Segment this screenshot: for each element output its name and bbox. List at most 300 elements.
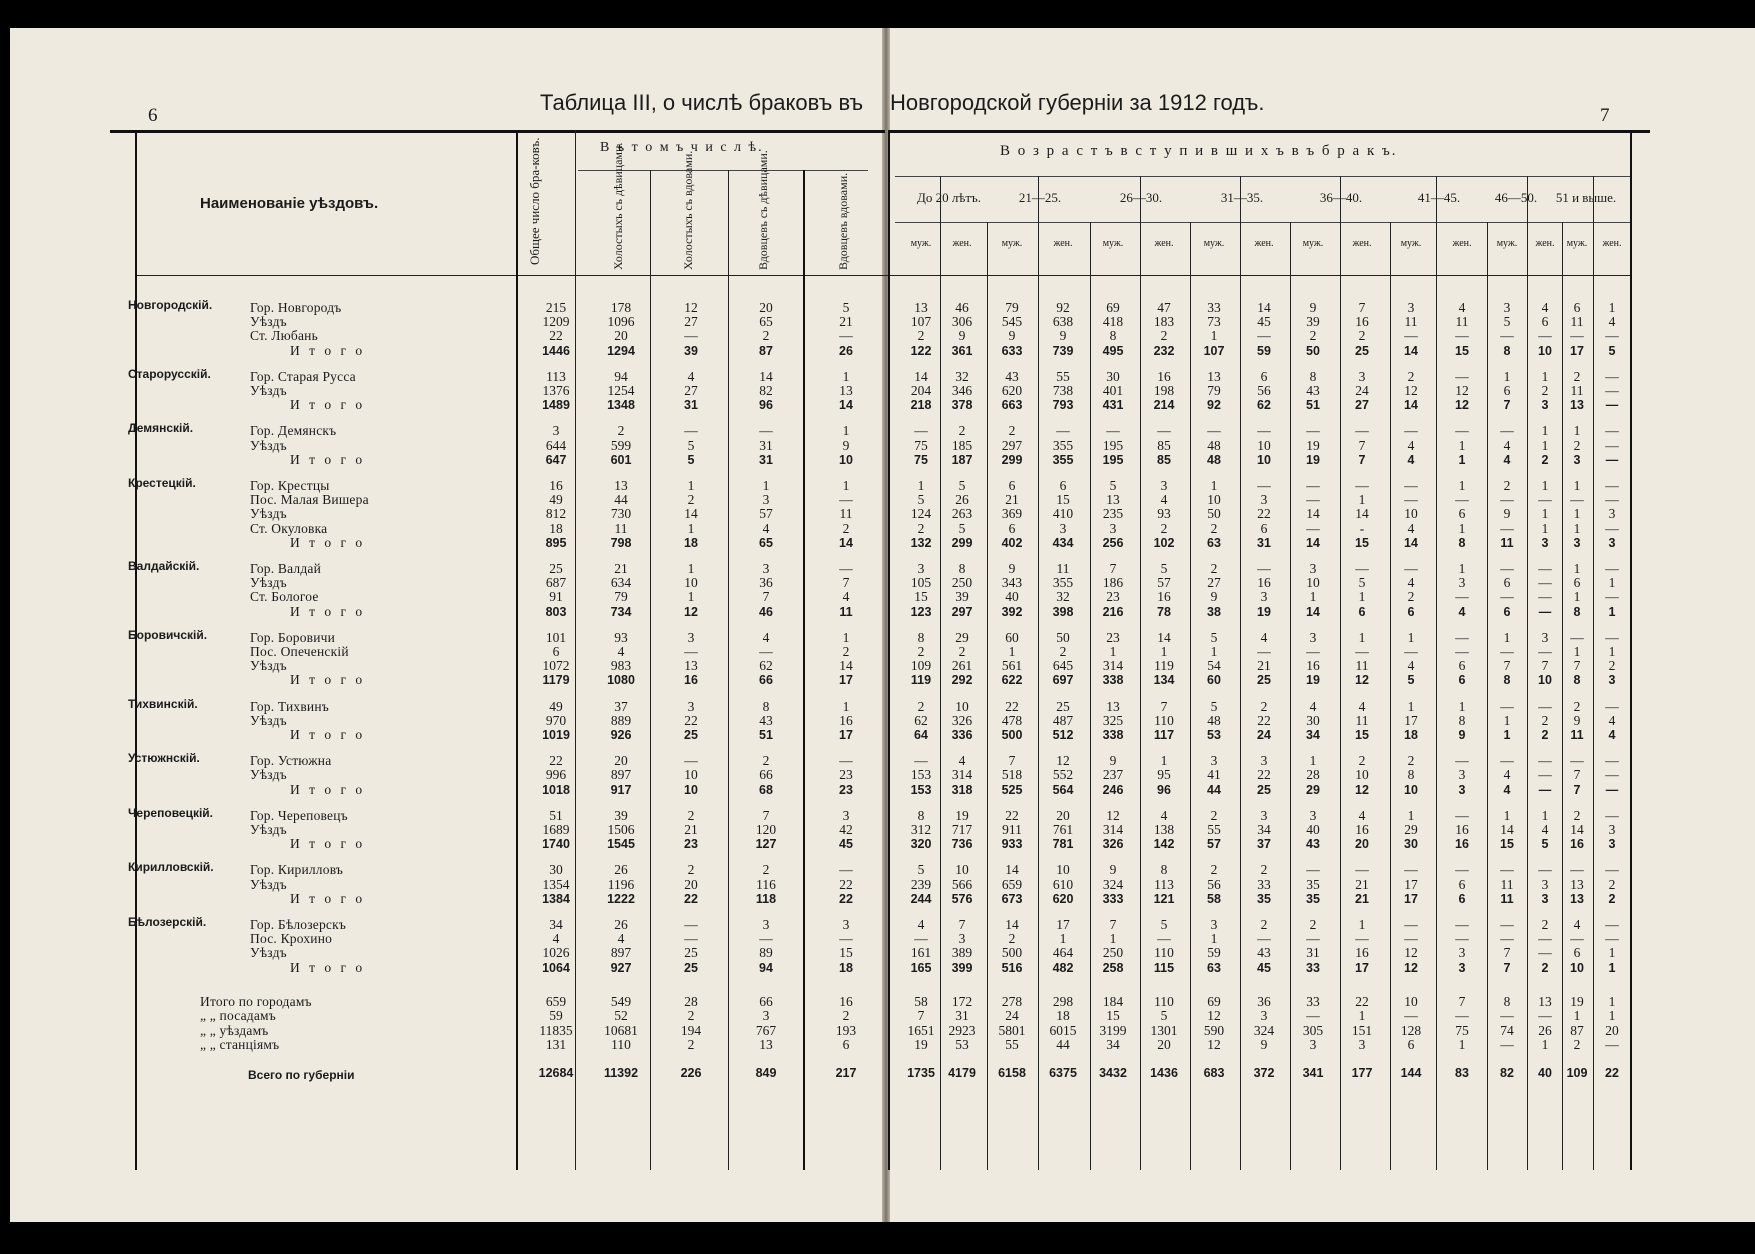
summary-cell: 659 (545, 993, 567, 1009)
table-cell: — (684, 328, 698, 344)
table-cell: 13 (1106, 698, 1120, 714)
table-cell: 12 (684, 300, 698, 315)
table-cell: — (684, 644, 698, 659)
summary-cell: 2 (687, 1008, 695, 1024)
summary-cell: 3 (762, 1008, 770, 1024)
table-cell: 11 (1500, 891, 1514, 906)
table-cell: — (1257, 561, 1271, 576)
table-cell: 5 (687, 452, 695, 467)
table-cell: 32 (955, 368, 969, 384)
table-cell: 22 (1005, 807, 1019, 823)
table-cell: 14 (1005, 862, 1019, 878)
table-cell: 5 (1210, 698, 1218, 714)
table-cell: 48 (1207, 712, 1221, 728)
table-cell: 6 (1008, 478, 1016, 493)
table-cell: 1 (1608, 960, 1616, 975)
table-cell: 51 (549, 807, 563, 823)
table-cell: 2 (1541, 383, 1549, 398)
left-page (10, 28, 884, 1222)
table-cell: — (1500, 561, 1514, 576)
table-cell: 12 (1455, 383, 1469, 398)
table-cell: 65 (759, 314, 773, 330)
table-cell: 3 (1608, 673, 1616, 688)
uyezd-name: Старорусскій. (128, 366, 211, 381)
table-cell: 2 (1008, 423, 1016, 439)
table-cell: 333 (1102, 891, 1124, 906)
row-label: Уѣздъ (250, 314, 287, 330)
table-cell: 1 (1503, 368, 1511, 384)
summary-cell: 110 (611, 1037, 631, 1053)
table-cell: 89 (759, 945, 773, 961)
table-cell: 1384 (542, 891, 570, 906)
table-cell: — (1404, 917, 1418, 932)
table-cell: 94 (759, 960, 773, 975)
table-cell: 54 (1207, 658, 1221, 674)
summary-cell: 172 (951, 993, 973, 1009)
table-cell: — (1500, 698, 1514, 714)
table-cell: 14 (1355, 506, 1369, 522)
table-cell: 8 (1573, 604, 1581, 619)
table-cell: 3 (1503, 300, 1511, 315)
table-cell: 13 (914, 300, 928, 315)
column-rule (650, 170, 651, 1170)
table-cell: 338 (1102, 673, 1124, 688)
table-cell: 45 (1257, 960, 1271, 975)
sex-header: муж. (1400, 238, 1422, 249)
table-cell: 142 (1153, 837, 1175, 852)
table-cell: 3 (687, 629, 695, 645)
table-cell: 29 (1306, 782, 1320, 797)
column-rule (1390, 222, 1391, 1170)
table-cell: 434 (1052, 535, 1074, 550)
table-cell: 392 (1001, 604, 1023, 619)
table-cell: — (1500, 644, 1514, 659)
sex-header: муж. (910, 238, 932, 249)
table-cell: 258 (1102, 960, 1124, 975)
column-rule (1240, 176, 1241, 1170)
table-cell: — (1404, 328, 1418, 344)
column-rule (803, 170, 805, 1170)
table-cell: 687 (545, 575, 567, 591)
table-cell: 983 (610, 658, 632, 674)
table-cell: 117 (1153, 728, 1175, 742)
column-rule (728, 170, 729, 1170)
table-cell: 1 (1458, 478, 1466, 493)
table-cell: 1294 (607, 343, 635, 358)
column-rule (1527, 176, 1528, 1170)
row-label: Уѣздъ (250, 658, 287, 674)
row-label: И т о г о (290, 781, 366, 797)
table-cell: 6 (1458, 506, 1466, 522)
table-cell: 2 (1210, 807, 1218, 823)
table-cell: 17 (1056, 917, 1070, 932)
table-cell: 564 (1052, 782, 1074, 797)
table-cell: 2 (1573, 437, 1581, 453)
table-cell: — (684, 423, 698, 439)
table-cell: 3 (1458, 960, 1466, 975)
table-cell: 3 (1260, 492, 1268, 508)
table-cell: 34 (1257, 822, 1271, 837)
table-cell: 1 (1541, 423, 1549, 439)
table-cell: 4 (1458, 604, 1466, 619)
grand-total-cell: 11392 (603, 1065, 639, 1080)
uyezd-name: Тихвинскій. (128, 696, 198, 711)
table-cell: 14 (1005, 917, 1019, 932)
table-cell: 730 (610, 506, 632, 522)
table-cell: 28 (1306, 767, 1320, 783)
row-label: Пос. Опеченскій (250, 644, 349, 659)
table-cell: — (1257, 328, 1271, 344)
table-cell: — (1455, 931, 1469, 947)
uyezd-name: Боровичскій. (128, 627, 208, 642)
row-label: Гор. Валдай (250, 561, 322, 576)
table-cell: 9 (1109, 862, 1117, 878)
table-cell: 18 (839, 960, 853, 975)
grand-total-label: Всего по губерніи (248, 1067, 355, 1082)
table-cell: 3 (1541, 535, 1549, 550)
table-cell: 1 (1541, 506, 1549, 522)
table-cell: 10 (1355, 767, 1369, 783)
table-cell: 14 (684, 506, 698, 522)
table-cell: 1 (1541, 478, 1549, 493)
page-number-right: 7 (1600, 105, 1610, 126)
name-column-header: Наименованіе уѣздовъ. (200, 195, 379, 212)
table-cell: 23 (684, 837, 698, 852)
table-cell: 11 (1404, 314, 1418, 330)
table-cell: 1 (1407, 807, 1415, 823)
summary-cell: 298 (1052, 993, 1074, 1009)
table-cell: 121 (1153, 891, 1175, 906)
table-cell: 1 (687, 478, 695, 493)
table-cell: — (684, 753, 698, 769)
table-cell: 2 (1260, 917, 1268, 932)
table-cell: 22 (1005, 698, 1019, 714)
sex-header: муж. (1496, 238, 1518, 249)
table-cell: 17 (1355, 960, 1369, 975)
table-cell: 10 (1538, 673, 1552, 688)
table-cell: 25 (684, 945, 698, 961)
age-group-header: В о з р а с т ъ в с т у п и в ш и х ъ в ъ б р а к ъ. (1000, 143, 1398, 159)
table-cell: 63 (1207, 535, 1221, 550)
table-cell: 2 (1541, 917, 1549, 932)
table-cell: 6 (1458, 658, 1466, 674)
table-cell: 5 (1358, 575, 1366, 591)
table-cell: 25 (1355, 343, 1369, 358)
table-cell: 8 (762, 698, 770, 714)
summary-label: „ „ станціямъ (200, 1037, 280, 1053)
table-cell: — (1538, 782, 1552, 797)
grand-total-cell: 177 (1351, 1065, 1373, 1080)
grand-total-cell: 226 (680, 1065, 702, 1080)
table-cell: 8 (1458, 535, 1466, 550)
table-cell: 14 (1157, 629, 1171, 645)
table-cell: 2 (1260, 862, 1268, 878)
sex-header: жен. (1452, 238, 1472, 249)
table-cell: 738 (1052, 383, 1074, 398)
table-cell: 314 (951, 767, 973, 783)
table-cell: 697 (1052, 673, 1074, 688)
table-cell: — (1157, 423, 1171, 439)
table-cell: 11 (1500, 876, 1514, 892)
table-cell: 3 (1541, 891, 1549, 906)
table-cell: 62 (1257, 398, 1271, 413)
table-cell: 1 (1358, 589, 1366, 605)
table-cell: 4 (1407, 452, 1415, 467)
table-cell: 1506 (607, 822, 635, 837)
table-cell: 4 (958, 753, 966, 769)
table-cell: 9 (842, 437, 850, 453)
table-cell: — (1605, 452, 1619, 467)
table-cell: 13 (614, 478, 628, 493)
summary-cell: 16 (839, 993, 853, 1009)
table-cell: 10 (1207, 492, 1221, 508)
table-cell: 12 (1355, 673, 1369, 688)
summary-label: „ „ уѣздамъ (200, 1022, 269, 1038)
table-cell: 2 (1541, 452, 1549, 467)
table-cell: — (1500, 492, 1514, 508)
table-cell: 17 (839, 728, 853, 742)
table-cell: 1 (1503, 728, 1511, 742)
table-cell: 138 (1153, 822, 1175, 837)
table-cell: 59 (1257, 343, 1271, 358)
table-cell: 1 (842, 698, 850, 714)
table-cell: 16 (1455, 822, 1469, 837)
summary-cell: 69 (1207, 993, 1221, 1009)
table-cell: 4 (617, 931, 625, 947)
table-cell: 6 (1260, 368, 1268, 384)
summary-cell: — (1404, 1008, 1418, 1024)
table-cell: 4 (842, 589, 850, 605)
summary-cell: 2 (1573, 1037, 1581, 1053)
table-cell: 3 (958, 931, 966, 947)
table-cell: 14 (914, 368, 928, 384)
table-cell: 663 (1001, 398, 1023, 413)
table-cell: 16 (1157, 589, 1171, 605)
table-cell: — (1257, 478, 1271, 493)
row-label: Гор. Тихвинъ (250, 698, 329, 714)
summary-cell: 52 (614, 1008, 628, 1024)
table-cell: 12 (1404, 383, 1418, 398)
table-cell: — (1538, 753, 1552, 769)
table-cell: 2 (917, 644, 925, 659)
table-cell: 897 (610, 945, 632, 961)
table-cell: 10 (839, 452, 853, 467)
table-cell: 22 (1257, 506, 1271, 522)
header-bottom-rule (135, 275, 1630, 276)
table-cell: 1 (1160, 644, 1168, 659)
table-cell: 5 (1210, 629, 1218, 645)
table-cell: 346 (951, 383, 973, 398)
table-cell: — (839, 931, 853, 947)
summary-cell: 13 (759, 1037, 773, 1053)
table-cell: — (1355, 478, 1369, 493)
summary-cell: 58 (914, 993, 928, 1009)
table-cell: 27 (1207, 575, 1221, 591)
table-cell: 7 (1503, 658, 1511, 674)
summary-cell: 278 (1001, 993, 1023, 1009)
table-cell: — (1605, 492, 1619, 508)
table-cell: 246 (1102, 782, 1124, 797)
column-rule (1436, 176, 1437, 1170)
table-cell: 798 (610, 535, 632, 550)
table-cell: 43 (1306, 837, 1320, 852)
summary-cell: 3 (1358, 1037, 1366, 1053)
table-cell: — (1455, 629, 1469, 645)
table-cell: 325 (1102, 712, 1124, 728)
table-cell: 1 (1109, 644, 1117, 659)
table-cell: — (1605, 328, 1619, 344)
summary-cell: 3199 (1099, 1022, 1127, 1038)
subgroup-header: В ъ т о м ъ ч и с л ѣ. (600, 140, 764, 155)
table-cell: 659 (1001, 876, 1023, 892)
table-cell: 18 (549, 520, 563, 536)
table-cell: — (759, 931, 773, 947)
grand-total-cell: 372 (1253, 1065, 1275, 1080)
uyezd-name: Демянскій. (128, 421, 194, 436)
row-label: Уѣздъ (250, 822, 287, 837)
row-label: Уѣздъ (250, 437, 287, 453)
summary-cell: 12 (1207, 1008, 1221, 1024)
table-cell: — (1455, 328, 1469, 344)
table-cell: 2 (1573, 698, 1581, 714)
table-cell: 27 (1355, 398, 1369, 413)
age-band-header: 26—30. (1119, 190, 1163, 205)
table-cell: 9 (1059, 328, 1067, 344)
table-cell: 6 (1573, 300, 1581, 315)
table-cell: 495 (1102, 343, 1124, 358)
table-cell: 27 (684, 383, 698, 398)
table-cell: 4 (1407, 437, 1415, 453)
table-cell: 482 (1052, 960, 1074, 975)
table-cell: 12 (1056, 753, 1070, 769)
table-cell: 9 (1008, 561, 1016, 576)
table-cell: 22 (684, 712, 698, 728)
table-cell: 1222 (607, 891, 635, 906)
table-cell: 911 (1002, 822, 1022, 837)
column-rule (1140, 176, 1141, 1170)
table-cell: — (1455, 807, 1469, 823)
sex-header: жен. (1053, 238, 1073, 249)
table-cell: 1 (1210, 644, 1218, 659)
total-column-header: Общее число бра-ковъ. (527, 137, 542, 265)
table-cell: 29 (1404, 822, 1418, 837)
table-cell: 31 (1257, 535, 1271, 550)
table-cell: 4 (1260, 629, 1268, 645)
table-cell: — (1306, 478, 1320, 493)
table-cell: 5 (1160, 561, 1168, 576)
table-cell: 996 (545, 767, 567, 783)
summary-cell: 128 (1400, 1022, 1422, 1038)
table-cell: — (1106, 423, 1120, 439)
table-cell: 9 (1210, 589, 1218, 605)
table-cell: — (1500, 753, 1514, 769)
table-cell: 6 (1503, 383, 1511, 398)
table-cell: — (1404, 423, 1418, 439)
table-cell: 1 (1358, 629, 1366, 645)
table-cell: — (1538, 644, 1552, 659)
table-cell: 516 (1001, 960, 1023, 975)
table-cell: 215 (545, 300, 567, 315)
table-cell: 18 (684, 535, 698, 550)
table-cell: 69 (1106, 300, 1120, 315)
row-label: Гор. Боровичи (250, 629, 336, 645)
table-cell: 312 (910, 822, 932, 837)
table-cell: 10 (1404, 506, 1418, 522)
table-cell: 31 (759, 437, 773, 453)
table-cell: — (1538, 698, 1552, 714)
table-cell: — (1355, 561, 1369, 576)
table-cell: 2 (1160, 328, 1168, 344)
table-cell: 75 (914, 437, 928, 453)
table-cell: 23 (1106, 589, 1120, 605)
age-sex-rule (895, 222, 1630, 223)
table-cell: 10 (684, 767, 698, 783)
table-cell: 3 (1458, 575, 1466, 591)
table-cell: 1 (1573, 561, 1581, 576)
table-cell: 1 (842, 423, 850, 439)
grand-total-cell: 1436 (1150, 1065, 1178, 1080)
table-cell: 79 (1005, 300, 1019, 315)
table-cell: 2 (1309, 328, 1317, 344)
table-cell: 101 (545, 629, 567, 645)
table-cell: 4 (1458, 300, 1466, 315)
table-cell: 1 (1608, 945, 1616, 961)
table-cell: — (1500, 917, 1514, 932)
age-band-header: 21—25. (1018, 190, 1062, 205)
table-cell: 647 (545, 452, 567, 467)
table-cell: 9 (1309, 300, 1317, 315)
table-cell: 56 (1207, 876, 1221, 892)
table-cell: 25 (684, 728, 698, 742)
row-label: И т о г о (290, 342, 366, 358)
table-cell: 263 (951, 506, 973, 522)
summary-cell: 36 (1257, 993, 1271, 1009)
table-cell: 183 (1153, 314, 1175, 330)
table-cell: 1018 (542, 782, 570, 797)
table-cell: 1254 (607, 383, 635, 398)
table-cell: 50 (1056, 629, 1070, 645)
table-cell: 42 (839, 822, 853, 837)
table-cell: 59 (1207, 945, 1221, 961)
table-cell: 1 (917, 478, 925, 493)
table-cell: 1 (1358, 492, 1366, 508)
table-cell: 39 (684, 343, 698, 358)
summary-cell: 324 (1253, 1022, 1275, 1038)
table-cell: 57 (1207, 837, 1221, 852)
table-cell: — (1355, 862, 1369, 878)
table-cell: — (914, 423, 928, 439)
table-cell: 6 (552, 644, 560, 659)
table-cell: 336 (951, 728, 973, 742)
table-cell: 4 (1160, 807, 1168, 823)
uyezd-name: Валдайскій. (128, 559, 200, 573)
table-cell: 4 (1608, 314, 1616, 330)
table-cell: 65 (759, 535, 773, 550)
table-cell: 1 (1573, 644, 1581, 659)
table-cell: 1 (1573, 506, 1581, 522)
table-cell: — (684, 931, 698, 947)
table-cell: 369 (1001, 506, 1023, 522)
table-cell: 21 (684, 822, 698, 837)
table-cell: 16 (684, 673, 698, 688)
table-cell: 2 (1541, 960, 1549, 975)
table-cell: 6 (1573, 945, 1581, 961)
table-cell: 518 (1001, 767, 1023, 783)
table-cell: 239 (910, 876, 932, 892)
table-cell: 11 (839, 506, 853, 522)
table-cell: 933 (1001, 837, 1023, 852)
table-cell: 2 (1608, 658, 1616, 674)
